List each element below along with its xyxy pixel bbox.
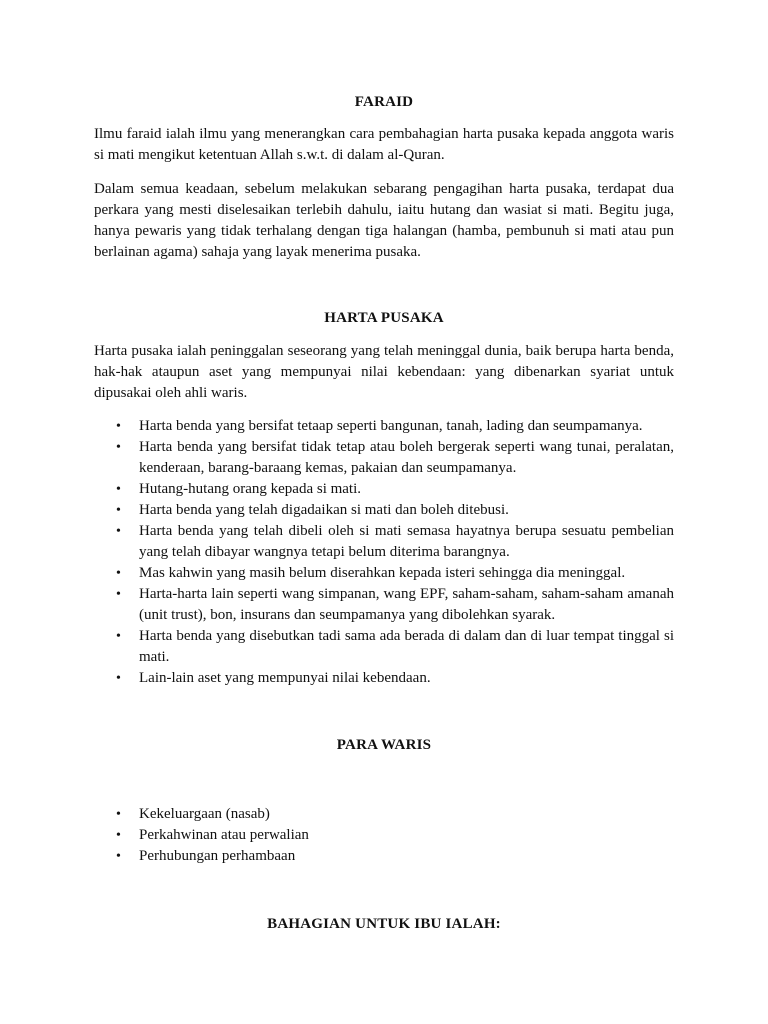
list-item: • Harta benda yang telah digadaikan si mati dan boleh ditebusi. [94,500,674,521]
heading-harta-pusaka: HARTA PUSAKA [324,310,444,326]
bullet-icon: • [116,419,121,434]
bullet-icon: • [116,566,121,581]
bullet-icon: • [116,440,121,455]
list-item: • Harta benda yang telah dibeli oleh si mati semasa hayatnya berupa sesuatu pembelian yang telah dibayar wangnya tetapi belum diterima barangnya. [116,523,674,560]
harta-pusaka-list [94,416,674,689]
bullet-icon: • [116,807,121,822]
para-waris-list [94,804,674,867]
bullet-icon: • [116,524,121,539]
bullet-icon: • [116,671,121,686]
faraid-paragraph-1: Ilmu faraid ialah ilmu yang menerangkan cara pembahagian harta pusaka kepada anggota waris si mati mengikut ketentuan Allah s.w.t. di dalam al-Quran. [94,126,674,163]
list-item: • Perkahwinan atau perwalian [94,825,674,846]
list-item: • Lain-lain aset yang mempunyai nilai kebendaan. [94,668,674,689]
list-item: • Harta benda yang bersifat tetaap seperti bangunan, tanah, lading dan seumpamanya. [94,416,674,437]
heading-faraid: FARAID [354,94,414,110]
harta-pusaka-paragraph: Harta pusaka ialah peninggalan seseorang yang telah meninggal dunia, baik berupa harta benda, hak-hak ataupun aset yang mempunyai nilai kebendaan: yang dibenarkan syariat untuk dipusakai oleh ahli waris. [94,343,674,401]
list-item: • Perhubungan perhambaan [94,846,674,867]
list-item: • Hutang-hutang orang kepada si mati. [94,479,674,500]
faraid-paragraph-2: Dalam semua keadaan, sebelum melakukan sebarang pengagihan harta pusaka, terdapat dua perkara yang mesti diselesaikan terlebih dahulu, iaitu hutang dan wasiat si mati. Begitu juga, hanya pewaris yang tidak terhalang dengan tiga halangan (hamba, pembunuh si mati atau pun berlainan agama) sahaja yang layak menerima pusaka. [94,181,674,260]
bullet-icon: • [116,587,121,602]
list-item: • Harta benda yang bersifat tidak tetap atau boleh bergerak seperti wang tunai, peralatan, kenderaan, barang-baraang kemas, pakaian dan seumpamanya. [116,439,674,476]
list-item: • Mas kahwin yang masih belum diserahkan kepada isteri sehingga dia meninggal. [94,563,674,584]
bullet-icon: • [116,629,121,644]
heading-para-waris: PARA WARIS [336,737,432,753]
bullet-icon: • [116,849,121,864]
bullet-icon: • [116,828,121,843]
list-item: • Harta benda yang disebutkan tadi sama ada berada di dalam dan di luar tempat tinggal si mati. [116,628,674,665]
bullet-icon: • [116,482,121,497]
list-item: • Kekeluargaan (nasab) [94,804,674,825]
heading-bahagian-ibu: BAHAGIAN UNTUK IBU IALAH: [267,916,501,932]
list-item: • Harta-harta lain seperti wang simpanan, wang EPF, saham-saham, saham-saham amanah (unit trust), bon, insurans dan seumpamanya yang dibolehkan syarak. [116,586,674,623]
bullet-icon: • [116,503,121,518]
